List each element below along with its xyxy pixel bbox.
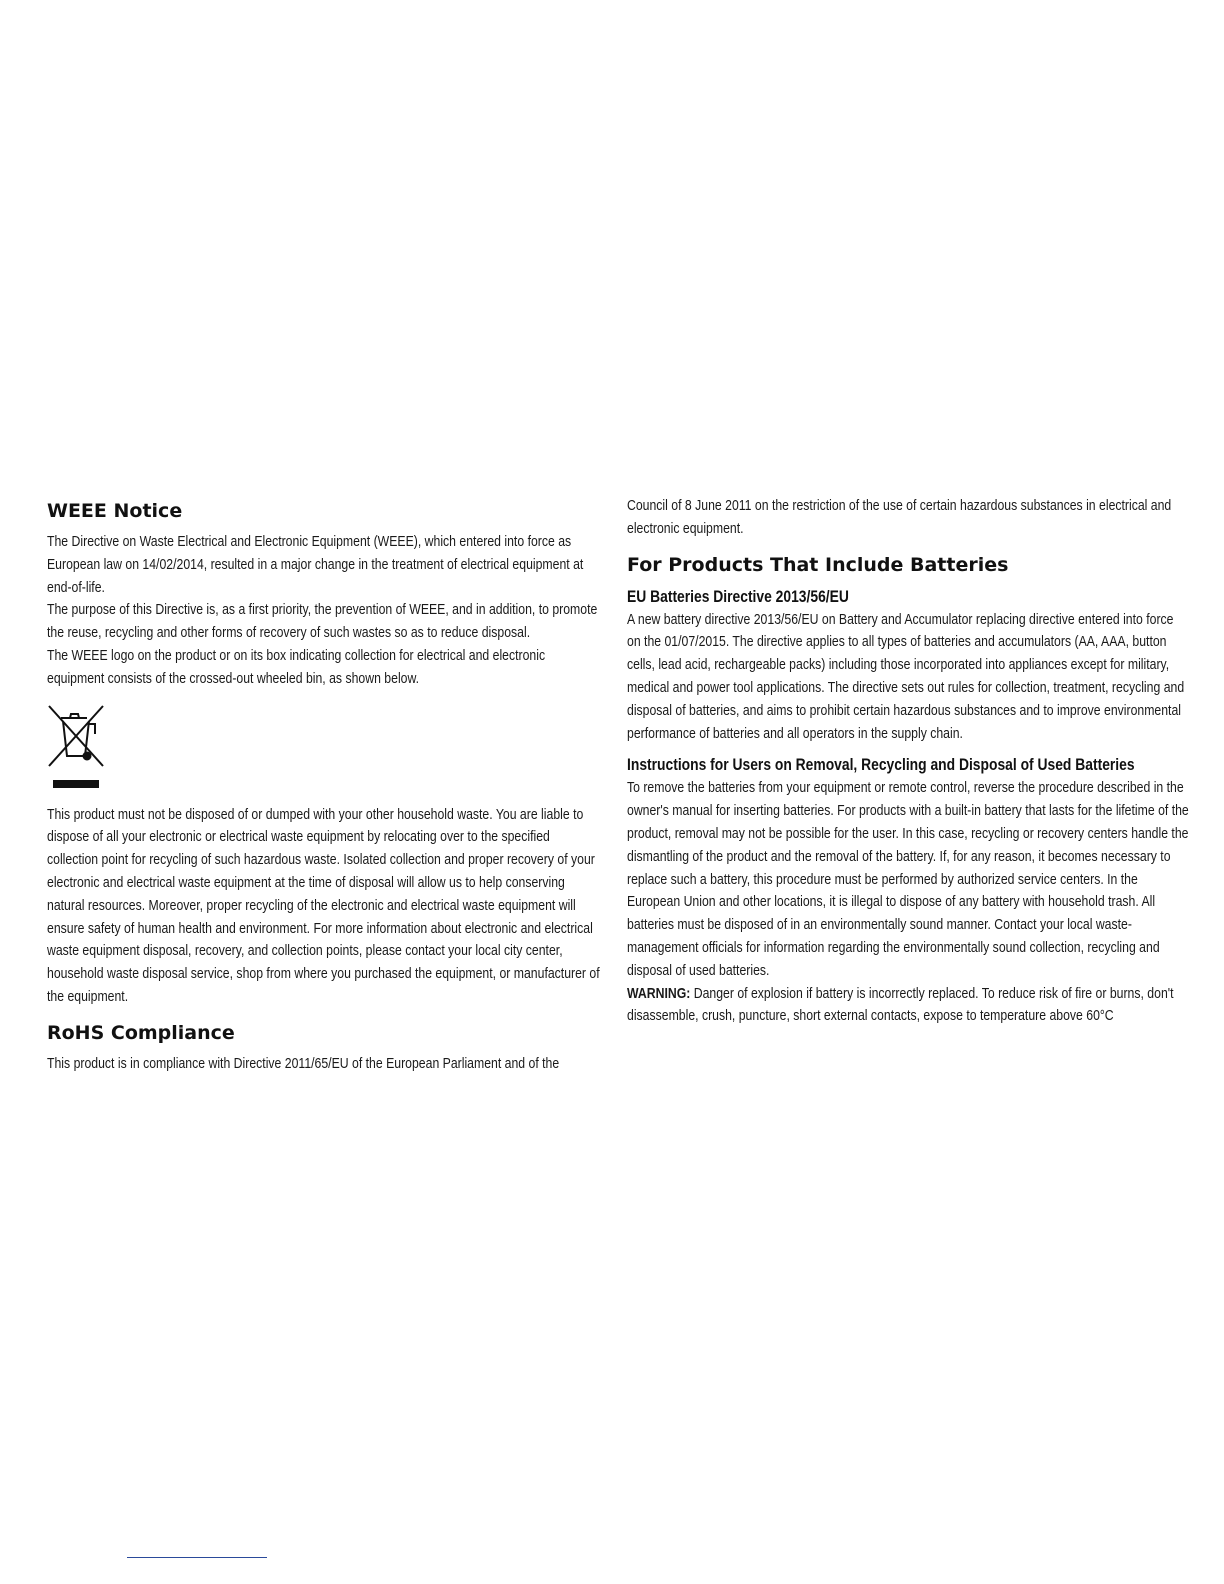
weee-para-1: The Directive on Waste Electrical and Electronic Equipment (WEEE), which entered into force as European law on 14/02/2014, resulted in a major change in the treatment of electrical equipment at end-of-life. (47, 534, 584, 596)
battery-instructions-para: To remove the batteries from your equipment or remote control, reverse the procedure described in the owner's manual for inserting batteries. For products with a built-in battery that lasts for the lifetime of the product, removal may not be possible for the user. In this case, recycling or recovery centers handle the dismantling of the product and the removal of the battery. If, for any reason, it becomes necessary to replace such a battery, this procedure must be performed by authorized service centers. In the European Union and other locations, it is illegal to dispose of any battery with household trash. All batteries must be disposed of in an environmentally sound manner. Contact your local waste-management officials for information regarding the environmentally sound collection, recycling and disposal of used batteries. (627, 780, 1189, 979)
footer-rule (127, 1557, 267, 1558)
rohs-title: RoHS Compliance (47, 1021, 235, 1044)
crossed-out-wheeled-bin-icon (47, 704, 107, 794)
weee-para-4: This product must not be disposed of or dumped with your other household waste. You are liable to dispose of all your electronic or electrical waste equipment by relocating over to the specified collection point for recycling of such hazardous waste. Isolated collection and proper recovery of your electronic and electrical waste equipment at the time of disposal will allow us to help conserving natural resources. Moreover, proper recycling of the electronic and electrical waste equipment will ensure safety of human health and environment. For more information about electronic and electrical waste equipment disposal, recovery, and collection points, please contact your local city center, household waste disposal service, shop from where you purchased the equipment, or manufacturer of the equipment. (47, 806, 600, 1005)
warning-text: Danger of explosion if battery is incorrectly replaced. To reduce risk of fire or burns, don't disassemble, crush, puncture, short external contacts, expose to temperature above 60°C (627, 985, 1174, 1025)
warning-label: WARNING: (627, 985, 691, 1002)
weee-notice-title: WEEE Notice (47, 500, 183, 522)
rohs-para-1-continued: Council of 8 June 2011 on the restriction of the use of certain hazardous substances in electrical and electronic equipment. (627, 498, 1172, 537)
right-column (627, 495, 1189, 1028)
weee-logo (47, 704, 107, 794)
batteries-title: For Products That Include Batteries (627, 553, 1009, 576)
weee-para-2: The purpose of this Directive is, as a first priority, the prevention of WEEE, and in addition, to promote the reuse, recycling and other forms of recovery of such wastes so as to reduce disposal. (47, 602, 598, 642)
left-column (47, 495, 602, 1076)
weee-para-3: The WEEE logo on the product or on its box indicating collection for electrical and electronic equipment consists of the crossed-out wheeled bin, as shown below. (47, 647, 546, 687)
battery-instructions-heading: Instructions for Users on Removal, Recycling and Disposal of Used Batteries (627, 756, 1135, 775)
eu-batteries-directive-para: A new battery directive 2013/56/EU on Battery and Accumulator replacing directive entered into force on the 01/07/2015. The directive applies to all types of batteries and accumulators (AA, AAA, button cells, lead acid, rechargeable packs) including those incorporated into appliances except for military, medical and power tool applications. The directive sets out rules for collection, treatment, recycling and disposal of batteries, and aims to prohibit certain hazardous substances and to improve environmental performance of batteries and all operators in the supply chain. (627, 611, 1185, 742)
rohs-para-1: This product is in compliance with Directive 2011/65/EU of the European Parliament and of the (47, 1055, 560, 1072)
eu-batteries-directive-heading: EU Batteries Directive 2013/56/EU (627, 587, 849, 606)
battery-warning (627, 983, 1189, 1029)
